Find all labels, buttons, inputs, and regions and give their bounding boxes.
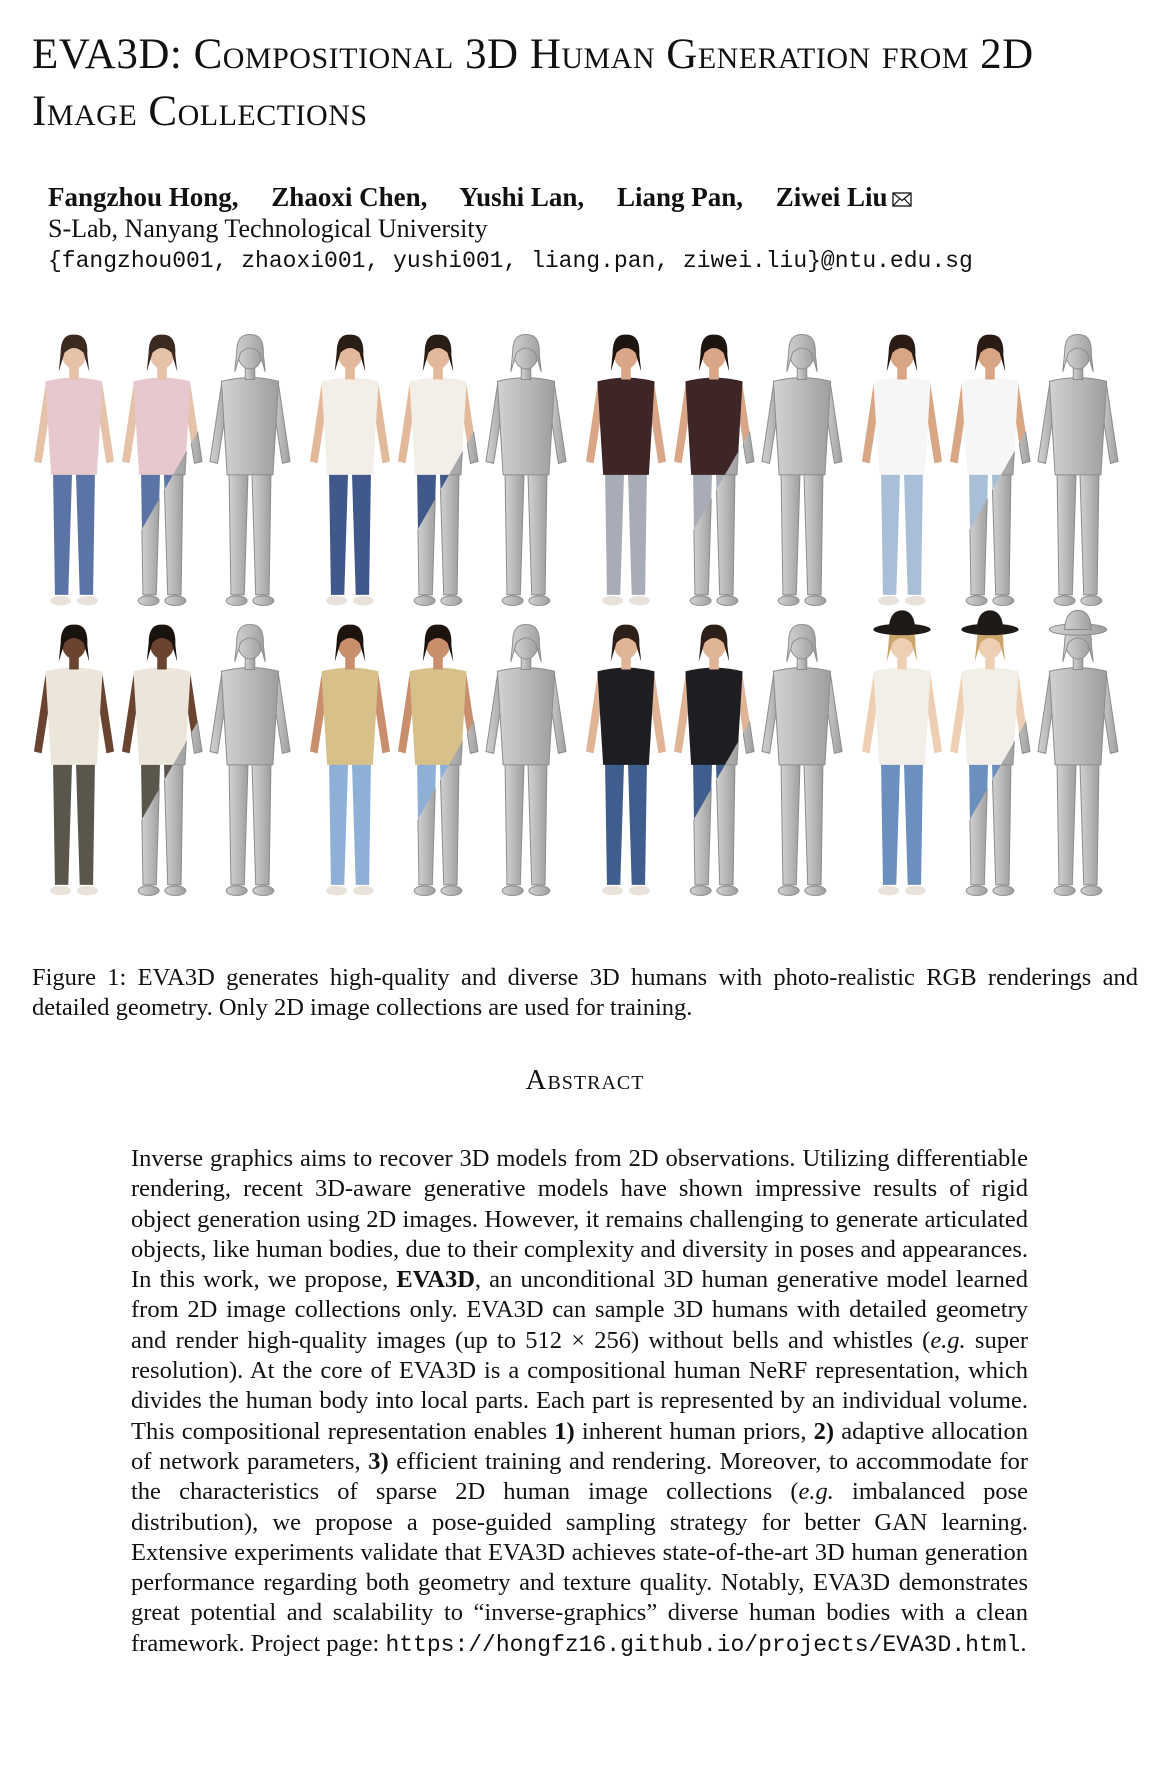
figure-leg bbox=[76, 761, 95, 885]
figure-shoe bbox=[353, 886, 374, 896]
figure-person-rgb bbox=[586, 625, 666, 896]
abstract-text: adaptive allocation of network parameters, bbox=[131, 1417, 1028, 1475]
figure-person-geo bbox=[210, 625, 290, 896]
figure-torso bbox=[597, 378, 654, 475]
figure-shoe bbox=[165, 596, 186, 606]
figure-torso bbox=[497, 378, 554, 475]
abstract-heading: Abstract bbox=[525, 1064, 645, 1096]
figure-leg bbox=[352, 471, 371, 595]
figure-leg bbox=[781, 471, 800, 595]
figure-leg bbox=[628, 471, 647, 595]
figure-shoe bbox=[602, 886, 623, 896]
figure-shoe bbox=[717, 596, 738, 606]
figure-leg bbox=[252, 471, 271, 595]
figure-leg bbox=[53, 471, 72, 595]
figure-leg bbox=[804, 761, 823, 885]
figure-person-rgb bbox=[310, 625, 390, 896]
abstract-italic: e.g. bbox=[930, 1326, 966, 1354]
figure-shoe bbox=[993, 886, 1014, 896]
figure-shoe bbox=[138, 886, 159, 896]
figure-torso bbox=[45, 668, 102, 765]
figure-shoe bbox=[1081, 596, 1102, 606]
figure-leg bbox=[1057, 471, 1076, 595]
figure-leg bbox=[716, 761, 735, 885]
author-4: Liang Pan, bbox=[616, 182, 743, 212]
figure-shoe bbox=[50, 886, 71, 896]
author-5: Ziwei Liu bbox=[775, 182, 888, 212]
figure-hat-crown bbox=[1065, 610, 1092, 629]
abstract-italic: e.g. bbox=[798, 1478, 834, 1506]
figure-torso bbox=[597, 668, 654, 765]
author-1: Fangzhou Hong, bbox=[48, 182, 239, 212]
figure-shoe bbox=[165, 886, 186, 896]
figure-shoe bbox=[690, 886, 711, 896]
figure-shoe bbox=[414, 596, 435, 606]
project-page-link[interactable]: https://hongfz16.github.io/projects/EVA3D.html bbox=[385, 1631, 1021, 1658]
figure-leg bbox=[881, 471, 900, 595]
figure-leg bbox=[628, 761, 647, 885]
figure-shoe bbox=[502, 886, 523, 896]
figure-leg bbox=[1080, 761, 1099, 885]
figure-shoe bbox=[414, 886, 435, 896]
figure-leg bbox=[804, 471, 823, 595]
figure-shoe bbox=[50, 596, 71, 606]
figure-shoe bbox=[529, 886, 550, 896]
figure-torso bbox=[221, 378, 278, 475]
figure-shoe bbox=[441, 886, 462, 896]
abstract-emphasis: 1) bbox=[554, 1417, 575, 1445]
figure-shoe bbox=[629, 886, 650, 896]
figure-person-rgb bbox=[310, 335, 390, 606]
abstract-body bbox=[131, 1144, 1028, 1660]
figure-leg bbox=[329, 471, 348, 595]
figure-shoe bbox=[878, 596, 899, 606]
abstract-text: imbalanced pose distribution), we propose a pose-guided sampling strategy for better GAN learning. Extensive experiments validate that EVA3D achieves state-of-the-art 3D human generation performance regarding both geometry and texture quality. Notably, EVA3D demonstrates great potential and scalability to “inverse-graphics” diverse human bodies with a clean framework. Project page: bbox=[131, 1478, 1028, 1657]
figure-shoe bbox=[805, 596, 826, 606]
figure-torso bbox=[45, 378, 102, 475]
abstract-text: efficient training and rendering. Moreover, to accommodate for the characteristics of sparse 2D human image collections ( bbox=[131, 1447, 1029, 1506]
figure-torso bbox=[321, 668, 378, 765]
figure-leg bbox=[164, 471, 183, 595]
figure-torso bbox=[221, 668, 278, 765]
figure-shoe bbox=[138, 596, 159, 606]
figure-leg bbox=[881, 761, 900, 885]
figure-shoe bbox=[602, 596, 623, 606]
abstract-text: . bbox=[1020, 1629, 1027, 1657]
figure-person-split bbox=[950, 335, 1030, 606]
abstract-text: , an unconditional 3D human generative model learned from 2D image collections only. EVA3D can sample 3D humans with detailed geometry and render high-quality images (up to 512 × 256) without bells and whistles ( bbox=[131, 1266, 1028, 1354]
figure-shoe bbox=[226, 886, 247, 896]
envelope-icon bbox=[892, 184, 912, 215]
figure-leg bbox=[164, 761, 183, 885]
figure-person-geo bbox=[1038, 610, 1118, 895]
teaser-figure-graphic bbox=[30, 318, 1140, 958]
figure-hat-crown bbox=[977, 610, 1004, 629]
figure-leg bbox=[992, 471, 1011, 595]
figure-torso bbox=[873, 668, 930, 765]
abstract-emphasis: 3) bbox=[368, 1447, 389, 1475]
figure-shoe bbox=[778, 886, 799, 896]
figure-shoe bbox=[717, 886, 738, 896]
figure-shoe bbox=[629, 596, 650, 606]
figure-person-rgb bbox=[34, 335, 114, 606]
abstract-text: inherent human priors, bbox=[574, 1417, 814, 1445]
figure-person-split bbox=[674, 625, 754, 896]
figure-leg bbox=[505, 761, 524, 885]
figure-torso bbox=[1049, 668, 1106, 765]
figure-person-rgb bbox=[586, 335, 666, 606]
author-2: Zhaoxi Chen, bbox=[271, 182, 428, 212]
figure-leg bbox=[781, 761, 800, 885]
figure-torso bbox=[321, 378, 378, 475]
author-list bbox=[48, 182, 912, 213]
figure-person-split bbox=[122, 335, 202, 606]
figure-leg bbox=[329, 761, 348, 885]
figure-person-geo bbox=[1038, 335, 1118, 606]
figure-shoe bbox=[1054, 886, 1075, 896]
figure-leg bbox=[1080, 471, 1099, 595]
figure-person-geo bbox=[486, 335, 566, 606]
figure-person-geo bbox=[762, 625, 842, 896]
abstract-text: super resolution). At the core of EVA3D is a compositional human NeRF representation, which divides the human body into local parts. Each part is represented by an individual volume. This compositional representation enables bbox=[131, 1326, 1028, 1445]
figure-shoe bbox=[502, 596, 523, 606]
figure-torso bbox=[497, 668, 554, 765]
figure-shoe bbox=[1081, 886, 1102, 896]
figure-person-split bbox=[950, 610, 1030, 895]
figure-leg bbox=[352, 761, 371, 885]
figure-person-rgb bbox=[862, 610, 942, 895]
figure-shoe bbox=[778, 596, 799, 606]
figure-person-split bbox=[398, 625, 478, 896]
figure-person-geo bbox=[762, 335, 842, 606]
figure-caption: Figure 1: EVA3D generates high-quality and diverse 3D humans with photo-realistic RGB renderings and detailed geometry. Only 2D image collections are used for training. bbox=[32, 964, 1138, 1021]
figure-torso bbox=[773, 668, 830, 765]
figure-leg bbox=[53, 761, 72, 885]
figure-shoe bbox=[253, 596, 274, 606]
figure-person-rgb bbox=[34, 625, 114, 896]
figure-shoe bbox=[77, 596, 98, 606]
figure-torso bbox=[873, 378, 930, 475]
figure-leg bbox=[229, 761, 248, 885]
figure-leg bbox=[252, 761, 271, 885]
abstract-emphasis: 2) bbox=[813, 1417, 835, 1445]
figure-shoe bbox=[529, 596, 550, 606]
author-3: Yushi Lan, bbox=[459, 182, 585, 212]
figure-shoe bbox=[966, 596, 987, 606]
figure-shoe bbox=[966, 886, 987, 896]
figure-person-rgb bbox=[862, 335, 942, 606]
figure-leg bbox=[76, 471, 95, 595]
figure-shoe bbox=[353, 596, 374, 606]
figure-leg bbox=[1057, 761, 1076, 885]
abstract-text: Inverse graphics aims to recover 3D models from 2D observations. Utilizing differentiable rendering, recent 3D-aware generative models have shown impressive results of rigid object generation using 2D images. However, it remains challenging to generate articulated objects, like human bodies, due to their complexity and diversity in poses and appearances. In this work, we propose, bbox=[131, 1145, 1028, 1294]
figure-shoe bbox=[905, 596, 926, 606]
figure-hat-crown bbox=[889, 610, 916, 629]
figure-leg bbox=[528, 761, 547, 885]
figure-shoe bbox=[441, 596, 462, 606]
figure-person-split bbox=[122, 625, 202, 896]
figure-leg bbox=[440, 761, 459, 885]
figure-leg bbox=[528, 471, 547, 595]
figure-leg bbox=[605, 761, 624, 885]
figure-person-split bbox=[674, 335, 754, 606]
figure-shoe bbox=[805, 886, 826, 896]
teaser-figure bbox=[30, 318, 1140, 958]
author-emails: {fangzhou001, zhaoxi001, yushi001, liang.pan, ziwei.liu}@ntu.edu.sg bbox=[48, 248, 973, 274]
figure-person-geo bbox=[486, 625, 566, 896]
figure-leg bbox=[992, 761, 1011, 885]
affiliation: S-Lab, Nanyang Technological University bbox=[48, 214, 488, 243]
figure-leg bbox=[505, 471, 524, 595]
figure-leg bbox=[440, 471, 459, 595]
figure-shoe bbox=[993, 596, 1014, 606]
paper-title: EVA3D: Compositional 3D Human Generation from 2D Image Collections bbox=[32, 31, 1034, 135]
figure-torso bbox=[1049, 378, 1106, 475]
figure-leg bbox=[716, 471, 735, 595]
figure-leg bbox=[229, 471, 248, 595]
figure-shoe bbox=[905, 886, 926, 896]
figure-leg bbox=[904, 761, 923, 885]
figure-shoe bbox=[253, 886, 274, 896]
figure-leg bbox=[605, 471, 624, 595]
figure-shoe bbox=[690, 596, 711, 606]
figure-person-geo bbox=[210, 335, 290, 606]
figure-leg bbox=[904, 471, 923, 595]
figure-shoe bbox=[326, 886, 347, 896]
figure-shoe bbox=[226, 596, 247, 606]
figure-shoe bbox=[878, 886, 899, 896]
figure-torso bbox=[773, 378, 830, 475]
figure-shoe bbox=[326, 596, 347, 606]
figure-person-split bbox=[398, 335, 478, 606]
abstract-emphasis: EVA3D bbox=[396, 1266, 475, 1294]
figure-shoe bbox=[77, 886, 98, 896]
figure-shoe bbox=[1054, 596, 1075, 606]
